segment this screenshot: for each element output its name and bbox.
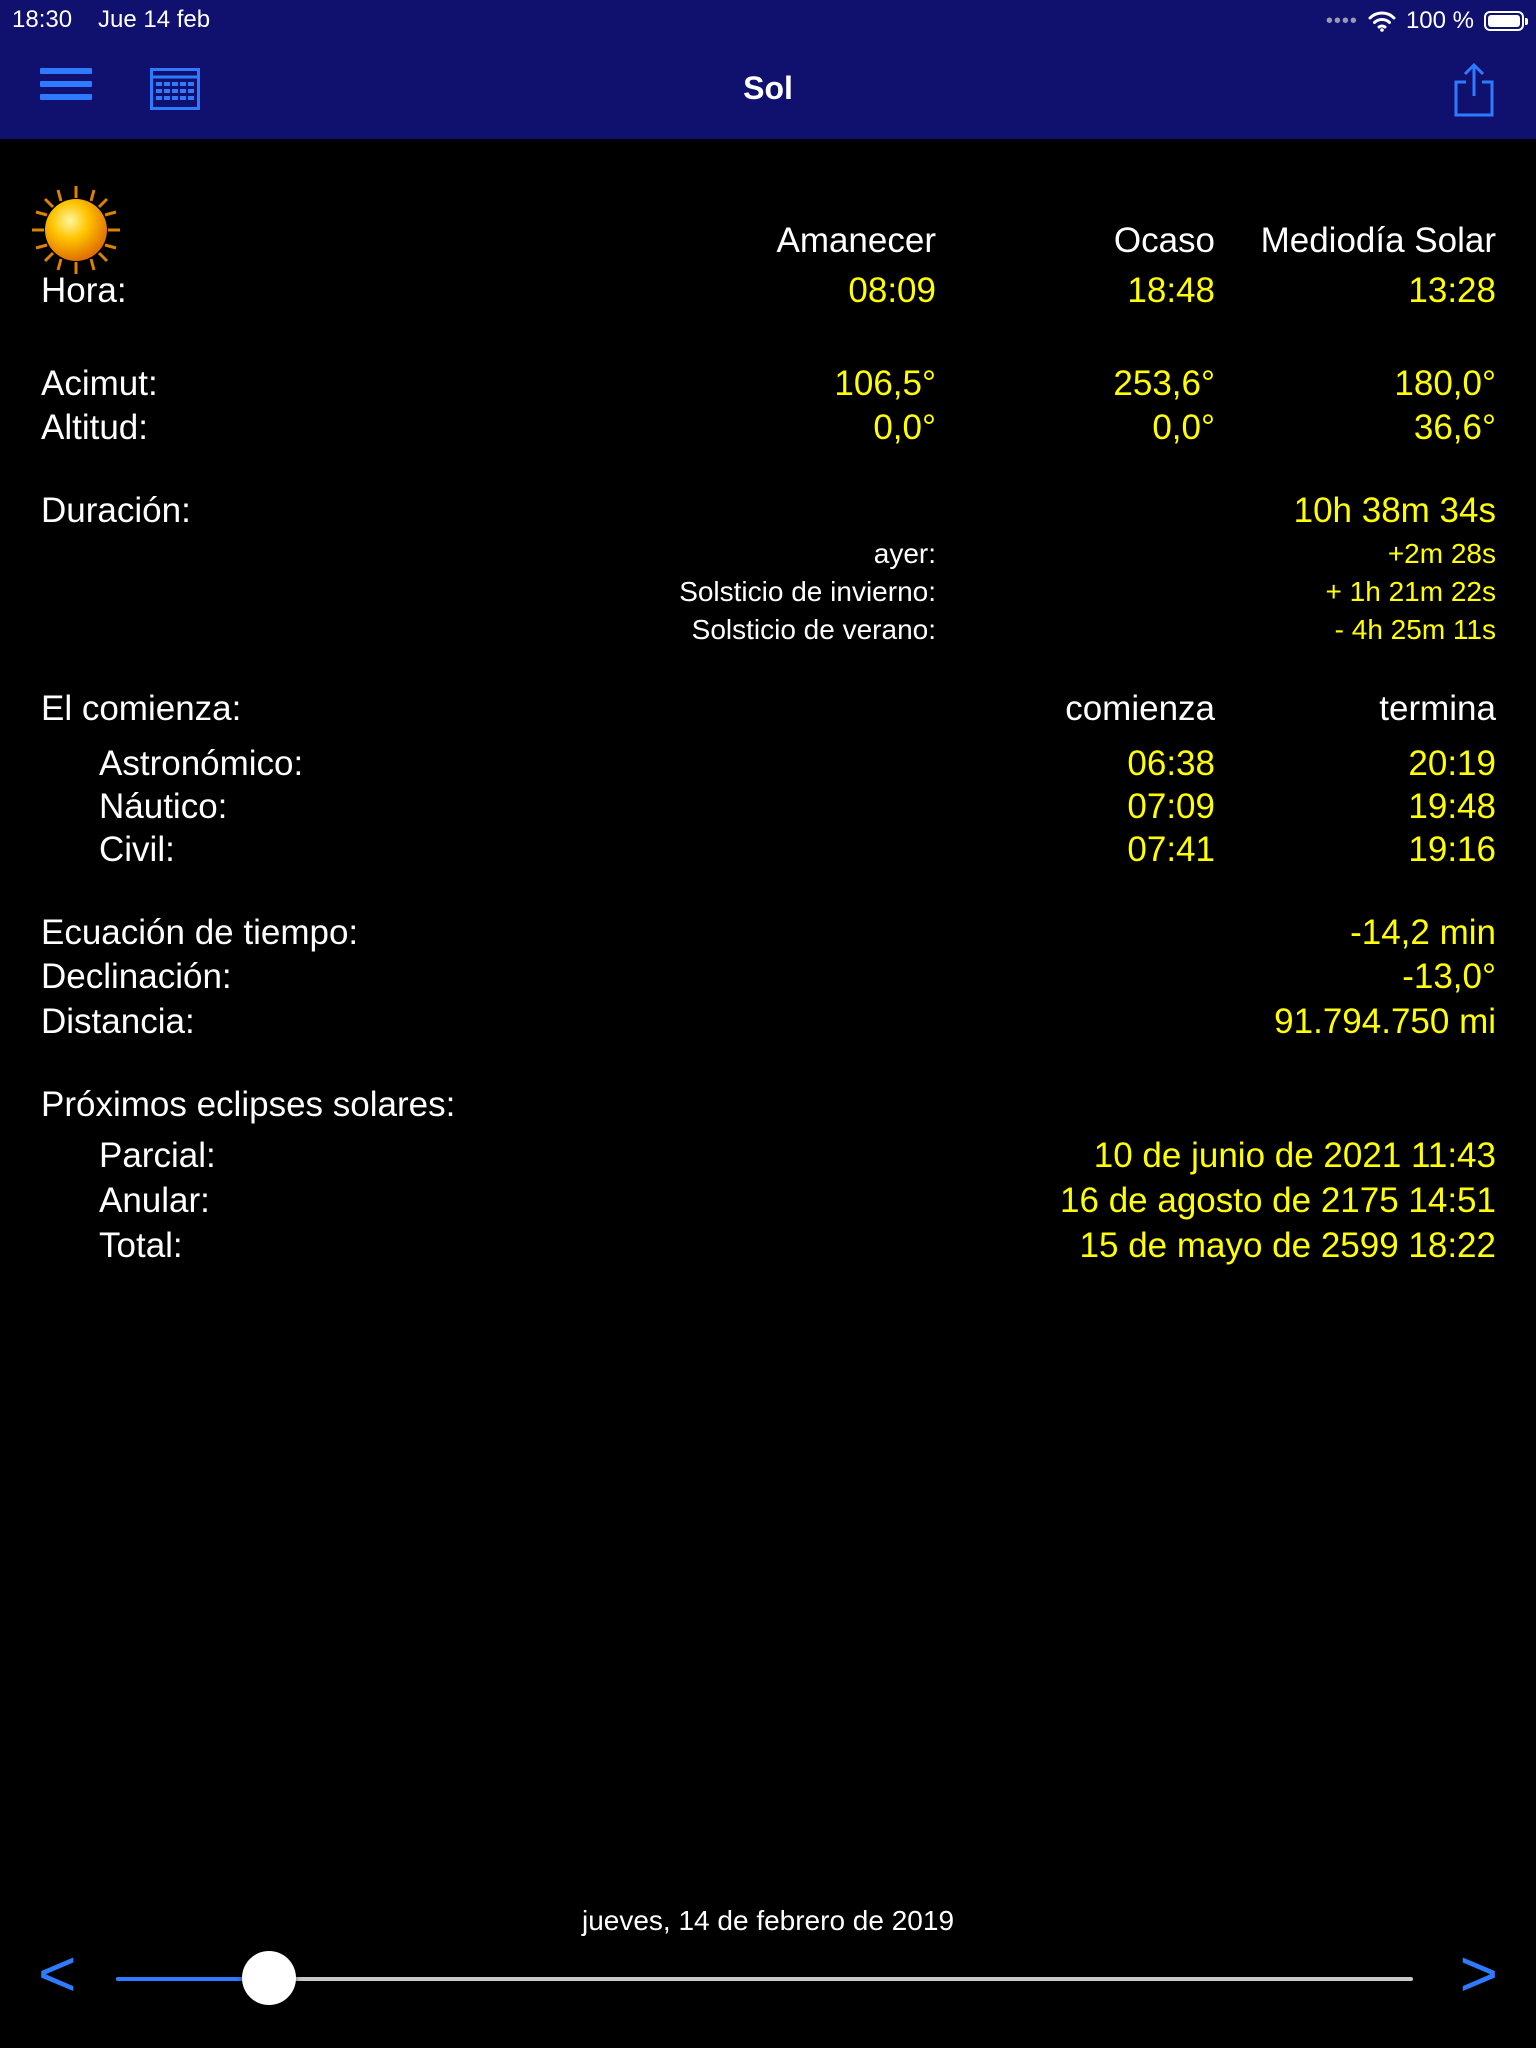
date-slider[interactable] — [116, 1977, 1413, 1981]
label-acimut: Acimut: — [41, 364, 158, 403]
value-eclipse-total: 15 de mayo de 2599 18:22 — [1079, 1226, 1496, 1265]
share-icon — [1456, 65, 1492, 115]
value-altitud-sunrise: 0,0° — [873, 408, 936, 447]
header-sunset: Ocaso — [1113, 221, 1215, 260]
value-acimut-sunset: 253,6° — [1113, 364, 1215, 403]
signal-icon: •••• — [1325, 9, 1358, 32]
next-day-button[interactable]: > — [1459, 1936, 1498, 2010]
value-eclipse-annular: 16 de agosto de 2175 14:51 — [1060, 1181, 1496, 1220]
value-altitud-sunset: 0,0° — [1152, 408, 1215, 447]
value-acimut-noon: 180,0° — [1394, 364, 1496, 403]
label-equation-of-time: Ecuación de tiempo: — [41, 913, 359, 952]
value-eclipse-partial: 10 de junio de 2021 11:43 — [1093, 1136, 1496, 1175]
value-acimut-sunrise: 106,5° — [834, 364, 936, 403]
value-nautico-start: 07:09 — [1127, 787, 1215, 826]
value-nautico-end: 19:48 — [1408, 787, 1496, 826]
header-sunrise: Amanecer — [776, 221, 936, 260]
label-astronomico: Astronómico: — [99, 744, 304, 783]
value-hora-sunset: 18:48 — [1127, 271, 1215, 310]
value-equation-of-time: -14,2 min — [1350, 913, 1496, 952]
value-ayer: +2m 28s — [1387, 538, 1496, 569]
value-hora-noon: 13:28 — [1408, 271, 1496, 310]
page-title: Sol — [743, 70, 793, 106]
label-duracion: Duración: — [41, 491, 191, 530]
value-winter-solstice: + 1h 21m 22s — [1325, 576, 1496, 607]
wifi-icon — [1368, 10, 1396, 32]
value-duracion: 10h 38m 34s — [1293, 491, 1496, 530]
battery-percent: 100 % — [1405, 7, 1474, 34]
label-eclipse-annular: Anular: — [99, 1181, 210, 1220]
slider-thumb[interactable] — [242, 1951, 296, 2005]
label-civil: Civil: — [99, 830, 175, 869]
value-civil-end: 19:16 — [1408, 830, 1496, 869]
label-twilight: El comienza: — [41, 689, 242, 728]
value-summer-solstice: - 4h 25m 11s — [1334, 614, 1496, 645]
header-twilight-end: termina — [1379, 689, 1496, 728]
sun-icon — [28, 182, 124, 278]
value-declination: -13,0° — [1402, 957, 1496, 996]
previous-day-button[interactable]: < — [38, 1936, 77, 2010]
value-altitud-noon: 36,6° — [1413, 408, 1496, 447]
label-hora: Hora: — [41, 271, 127, 310]
value-civil-start: 07:41 — [1127, 830, 1215, 869]
label-eclipses: Próximos eclipses solares: — [41, 1085, 456, 1124]
label-ayer: ayer: — [873, 538, 936, 569]
label-summer-solstice: Solsticio de verano: — [691, 614, 936, 645]
label-eclipse-total: Total: — [99, 1226, 183, 1265]
navigation-bar — [0, 0, 1536, 139]
header-solar-noon: Mediodía Solar — [1260, 221, 1496, 260]
status-indicators — [1326, 6, 1524, 36]
value-astronomico-start: 06:38 — [1127, 744, 1215, 783]
label-altitud: Altitud: — [41, 408, 148, 447]
label-distance: Distancia: — [41, 1002, 195, 1041]
label-declination: Declinación: — [41, 957, 232, 996]
value-distance: 91.794.750 mi — [1274, 1002, 1496, 1041]
share-button[interactable] — [1452, 62, 1496, 118]
header-twilight-start: comienza — [1065, 689, 1215, 728]
status-time: 18:30 — [12, 6, 73, 33]
label-winter-solstice: Solsticio de invierno: — [679, 576, 936, 607]
battery-icon — [1484, 11, 1524, 31]
label-nautico: Náutico: — [99, 787, 228, 826]
value-astronomico-end: 20:19 — [1408, 744, 1496, 783]
selected-date: jueves, 14 de febrero de 2019 — [581, 1905, 955, 1936]
status-date: Jue 14 feb — [98, 6, 211, 33]
value-hora-sunrise: 08:09 — [848, 271, 936, 310]
label-eclipse-partial: Parcial: — [99, 1136, 216, 1175]
